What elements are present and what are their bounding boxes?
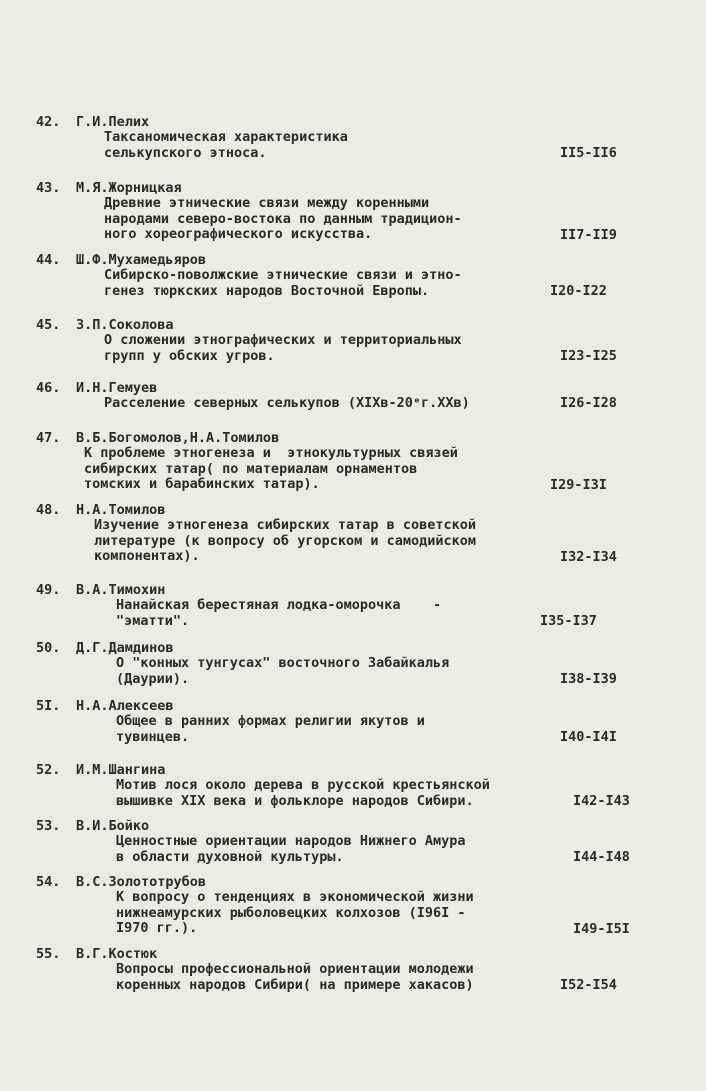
entry-title-line: коренных народов Сибири( на примере хакасов) (116, 976, 474, 993)
entry-pages: I35-I37 (540, 613, 597, 629)
contents-entry-50 (36, 640, 656, 687)
contents-entry-51 (36, 698, 656, 745)
contents-entry-43 (36, 180, 656, 243)
entry-author: М.Я.Жорницкая (76, 180, 182, 196)
entry-author: З.П.Соколова (76, 317, 174, 333)
entry-author: В.И.Бойко (76, 818, 150, 834)
entry-number: 55. (36, 946, 61, 962)
entry-number: 52. (36, 762, 61, 778)
entry-number: 53. (36, 818, 61, 834)
entry-number: 47. (36, 430, 61, 446)
entry-title-line: литературе (к вопросу об угорском и самодийском (94, 532, 477, 549)
entry-pages: I38-I39 (560, 671, 617, 687)
entry-title-line: Таксаномическая характеристика (104, 129, 348, 145)
entry-pages: I42-I43 (573, 793, 630, 809)
entry-author: И.Н.Гемуев (76, 380, 158, 396)
entry-title-line: Изучение этногенеза сибирских татар в советской (94, 517, 477, 533)
entry-title-line: Древние этнические связи между коренными (104, 195, 430, 211)
entry-pages: I29-I3I (550, 477, 607, 493)
entry-title-line: нижнеамурских рыболовецких колхозов (I96I - (116, 904, 466, 921)
contents-entry-47 (36, 430, 656, 493)
contents-entry-42 (36, 114, 656, 161)
contents-entry-49 (36, 582, 656, 629)
entry-author: В.Б.Богомолов,Н.А.Томилов (76, 430, 280, 446)
entry-title-line: тувинцев. (116, 728, 190, 745)
entry-title-line: селькупского этноса. (104, 144, 267, 161)
entry-number: 50. (36, 640, 61, 656)
contents-entry-46 (36, 380, 656, 412)
entry-title-line: ного хореографического искусства. (104, 226, 373, 242)
entry-number: 44. (36, 252, 61, 268)
entry-title-line: Расселение северных селькупов (XIXв-20ᵉг.XXв) (104, 395, 470, 411)
entry-author: И.М.Шангина (76, 762, 166, 778)
entry-number: 46. (36, 380, 61, 396)
entry-pages: I40-I4I (560, 729, 617, 745)
entry-pages: II7-II9 (560, 227, 617, 243)
entry-title-line: в области духовной культуры. (116, 848, 344, 865)
contents-entry-48 (36, 502, 656, 565)
entry-number: 43. (36, 180, 61, 196)
entry-number: 48. (36, 502, 61, 518)
entry-author: В.А.Тимохин (76, 582, 166, 598)
entry-number: 42. (36, 114, 61, 130)
entry-title-line: компонентах). (94, 548, 200, 564)
entry-title-line: К вопросу о тенденциях в экономической жизни (116, 889, 474, 905)
entry-title-line: Ценностные ориентации народов Нижнего Амура (116, 833, 466, 849)
entry-title-line: генез тюркских народов Восточной Европы. (104, 282, 430, 299)
entry-pages: I52-I54 (560, 977, 617, 993)
entry-title-line: народами северо-востока по данным традицион- (104, 210, 462, 227)
entry-title-line: I970 гг.). (116, 920, 198, 936)
entry-title-line: Мотив лося около дерева в русской крестьянской (116, 777, 490, 793)
entry-author: Д.Г.Дамдинов (76, 640, 174, 656)
entry-number: 45. (36, 317, 61, 333)
entry-title-line: томских и барабинских татар). (84, 476, 320, 492)
entry-title-line: групп у обских угров. (104, 347, 275, 364)
entry-author: Н.А.Алексеев (76, 698, 174, 714)
entry-pages: I32-I34 (560, 549, 617, 565)
entry-author: В.С.Золототрубов (76, 874, 207, 890)
entry-number: 5I. (36, 698, 61, 714)
entry-title-line: (Даурии). (116, 670, 190, 687)
contents-entry-45 (36, 317, 656, 364)
entry-pages: I44-I48 (573, 849, 630, 865)
entry-author: В.Г.Костюк (76, 946, 158, 962)
contents-entry-52 (36, 762, 656, 809)
entry-author: Н.А.Томилов (76, 502, 166, 518)
entry-title-line: Вопросы профессиональной ориентации молодежи (116, 961, 474, 977)
entry-title-line: Сибирско-поволжские этнические связи и этно- (104, 267, 462, 283)
entry-number: 49. (36, 582, 61, 598)
contents-entry-54 (36, 874, 656, 937)
entry-author: Ш.Ф.Мухамедьяров (76, 252, 207, 268)
entry-title-line: О сложении этнографических и территориальных (104, 332, 462, 348)
entry-title-line: "эматти". (116, 612, 190, 629)
entry-number: 54. (36, 874, 61, 890)
entry-title-line: О "конных тунгусах" восточного Забайкалья (116, 655, 450, 671)
entry-title-line: Общее в ранних формах религии якутов и (116, 713, 425, 729)
entry-author: Г.И.Пелих (76, 114, 150, 130)
contents-entry-53 (36, 818, 656, 865)
entry-pages: II5-II6 (560, 145, 617, 161)
entry-title-line: Нанайская берестяная лодка-оморочка - (116, 597, 442, 613)
entry-pages: I23-I25 (560, 348, 617, 364)
entry-title-line: К проблеме этногенеза и этнокультурных связей (84, 445, 458, 461)
entry-title-line: вышивке XIX века и фольклоре народов Сибири. (116, 792, 474, 809)
contents-entry-55 (36, 946, 656, 993)
entry-pages: I26-I28 (560, 395, 617, 411)
contents-entry-44 (36, 252, 656, 299)
entry-pages: I49-I5I (573, 921, 630, 937)
entry-title-line: сибирских татар( по материалам орнаментов (84, 460, 418, 477)
entry-pages: I20-I22 (550, 283, 607, 299)
